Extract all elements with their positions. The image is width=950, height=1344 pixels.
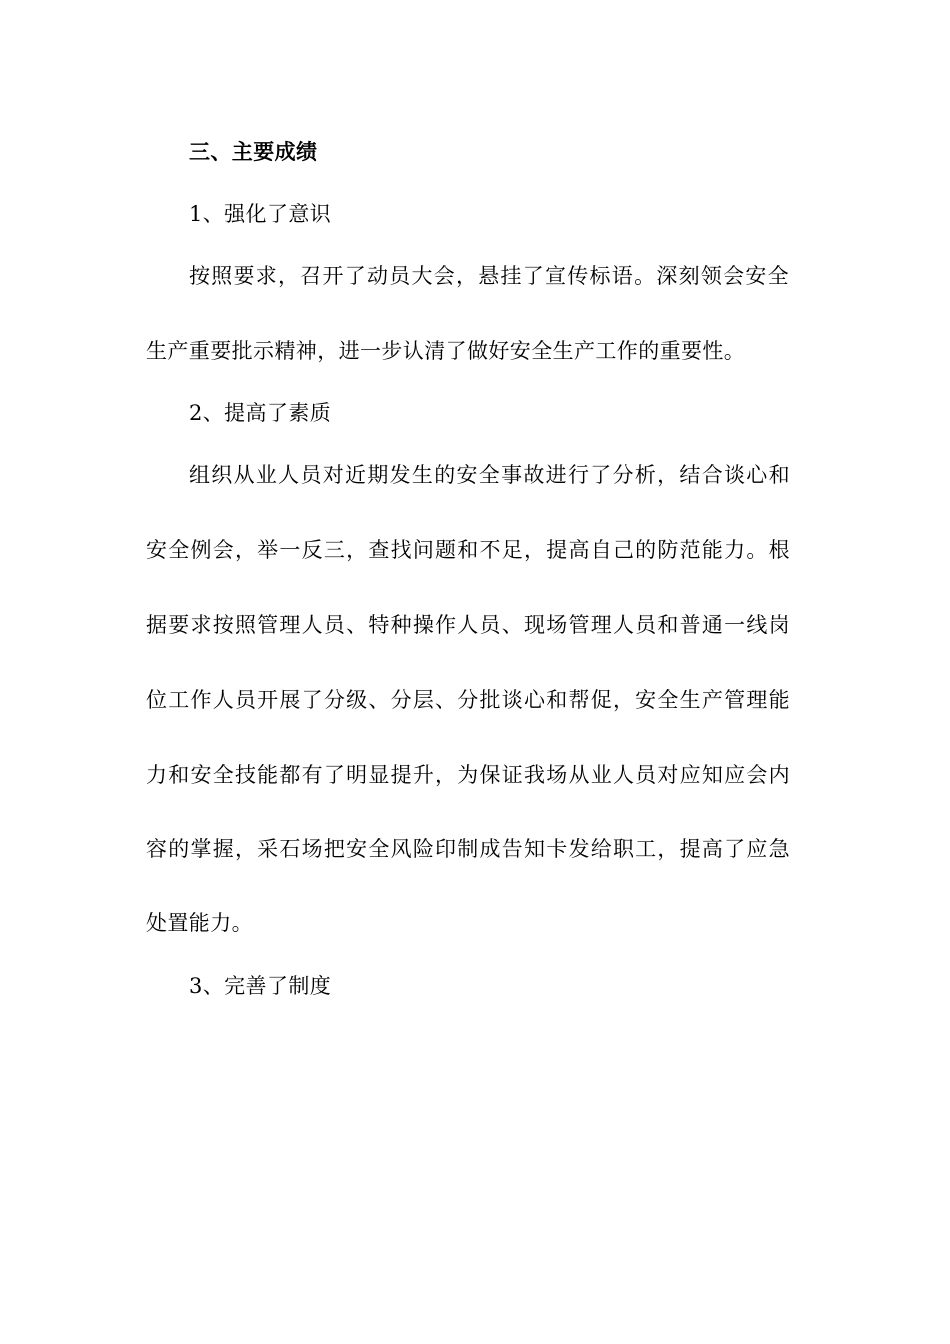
item-2-paragraph-line-1: 组织从业人员对近期发生的安全事故进行了分析，结合谈心和 [189,463,790,487]
item-2-paragraph-line-7: 处置能力。 [146,911,253,935]
item-2-paragraph-line-2: 安全例会，举一反三，查找问题和不足，提高自己的防范能力。根 [146,538,790,562]
item-1-paragraph-line-2: 生产重要批示精神，进一步认清了做好安全生产工作的重要性。 [146,339,746,363]
item-2-paragraph-line-5: 力和安全技能都有了明显提升，为保证我场从业人员对应知应会内 [146,763,790,787]
item-2-paragraph-line-4: 位工作人员开展了分级、分层、分批谈心和帮促，安全生产管理能 [146,688,790,712]
item-2-paragraph-line-6: 容的掌握，采石场把安全风险印制成告知卡发给职工，提高了应急 [146,837,790,861]
item-1-paragraph-line-1: 按照要求，召开了动员大会，悬挂了宣传标语。深刻领会安全 [189,264,789,288]
item-2-paragraph-line-3: 据要求按照管理人员、特种操作人员、现场管理人员和普通一线岗 [146,613,790,637]
item-1-title: 1、强化了意识 [189,202,332,226]
section-heading: 三、主要成绩 [189,140,318,164]
item-3-title: 3、完善了制度 [189,974,332,998]
item-2-title: 2、提高了素质 [189,401,332,425]
